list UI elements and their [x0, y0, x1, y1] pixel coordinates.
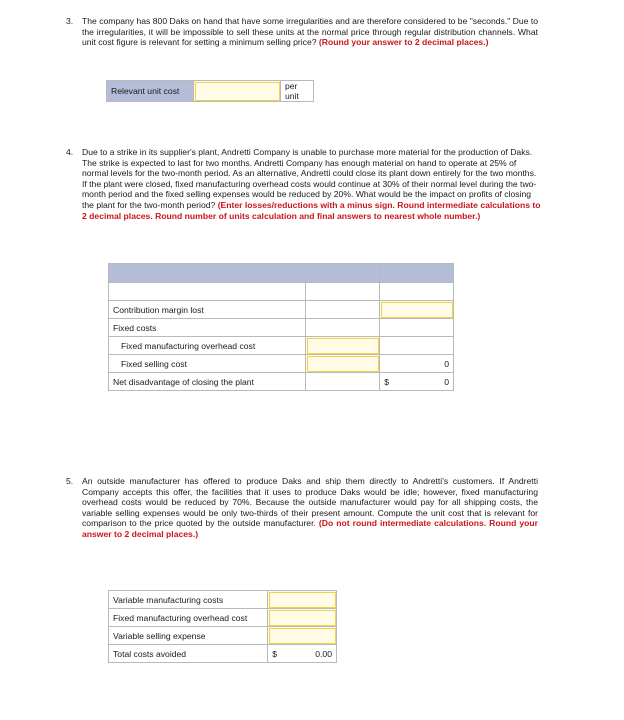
variable-mfg-costs-label: Variable manufacturing costs: [109, 591, 268, 609]
total-costs-avoided-label: Total costs avoided: [109, 645, 268, 663]
fixed-selling-cost-input[interactable]: [306, 355, 380, 373]
variable-selling-expense-label: Variable selling expense: [109, 627, 268, 645]
question-4-text: Due to a strike in its supplier's plant, Andretti Company is unable to purchase more material for the production of Daks. The strike is expected to last for two months. Andretti Company has enough material on hand to operate at 25% of normal levels for the two-month period. As an alternative, Andretti could close its plant down entirely for the two months. If the plant were closed, fixed manufacturing overhead costs would continue at 30% of their normal level during the two-month period and the fixed selling expenses would be reduced by 20%. What would be the impact on profits of closing the plant for the two-month period? (Enter losses/reductions with a minus sign. Round intermediate calculations to 2 decimal places. Round number of units calculation and final answers to nearest whole number.): [82, 147, 541, 221]
fixed-selling-cost-label: Fixed selling cost: [109, 355, 306, 373]
question-number: 4.: [66, 147, 74, 157]
net-disadvantage-label: Net disadvantage of closing the plant: [109, 373, 306, 391]
fixed-costs-label: Fixed costs: [109, 319, 306, 337]
header-cell: [306, 264, 380, 283]
fixed-mfg-overhead-label: Fixed manufacturing overhead cost: [109, 609, 268, 627]
contribution-margin-input[interactable]: [380, 301, 454, 319]
fixed-mfg-overhead-label: Fixed manufacturing overhead cost: [109, 337, 306, 355]
empty-cell: [380, 337, 454, 355]
question-number: 5.: [66, 476, 74, 486]
header-cell: [109, 264, 306, 283]
question-5: [66, 476, 538, 540]
header-cell: [380, 264, 454, 283]
currency-symbol: $: [384, 376, 389, 387]
question-number: 3.: [66, 16, 74, 26]
question-5-text: An outside manufacturer has offered to produce Daks and ship them directly to Andretti's customers. If Andretti Company accepts this offer, the facilities that it uses to produce Daks would be idle; however, fixed manufacturing overhead costs would be reduced by 70%. Because the outside manufacturer would pay for all shipping costs, the variable selling expenses would be only two-thirds of their present amount. Compute the unit cost that is relevant for comparison to the price quoted by the outside manufacturer. (Do not round intermediate calculations. Round your answer to 2 decimal places.): [82, 476, 538, 539]
per-unit-label: per unit: [281, 81, 314, 102]
variable-mfg-costs-input[interactable]: [268, 591, 337, 609]
empty-cell: [306, 301, 380, 319]
fixed-mfg-overhead-input[interactable]: [268, 609, 337, 627]
fixed-mfg-overhead-input[interactable]: [306, 337, 380, 355]
question-3: [66, 16, 538, 48]
q3-answer-table: [106, 80, 314, 102]
question-3-instruction: (Round your answer to 2 decimal places.): [318, 37, 489, 48]
relevant-unit-cost-input[interactable]: [194, 81, 281, 102]
net-disadvantage-value: $ 0: [380, 373, 454, 391]
contribution-margin-label: Contribution margin lost: [109, 301, 306, 319]
question-3-text: The company has 800 Daks on hand that have some irregularities and are therefore considered to be "seconds." Due to the irregularities, it will be impossible to sell these units at the normal price through regular distribution channels. What unit cost figure is relevant for setting a minimum selling price? (Round your answer to 2 decimal places.): [82, 16, 538, 48]
variable-selling-expense-input[interactable]: [268, 627, 337, 645]
question-4: [66, 147, 542, 221]
empty-cell: [306, 319, 380, 337]
q5-answer-table: [108, 590, 337, 663]
question-4-instruction: (Enter losses/reductions with a minus sign. Round intermediate calculations to 2 decimal places. Round number of units calculation and final answers to nearest whole number.): [82, 199, 541, 221]
empty-cell: [380, 319, 454, 337]
fixed-selling-cost-value: 0: [380, 355, 454, 373]
total-costs-avoided-value: $ 0.00: [268, 645, 337, 663]
q4-answer-table: [108, 263, 454, 391]
empty-cell: [306, 373, 380, 391]
q3-row-label: Relevant unit cost: [107, 81, 194, 102]
currency-symbol: $: [272, 648, 278, 659]
question-5-instruction: (Do not round intermediate calculations. Round your answer to 2 decimal places.): [82, 518, 538, 539]
